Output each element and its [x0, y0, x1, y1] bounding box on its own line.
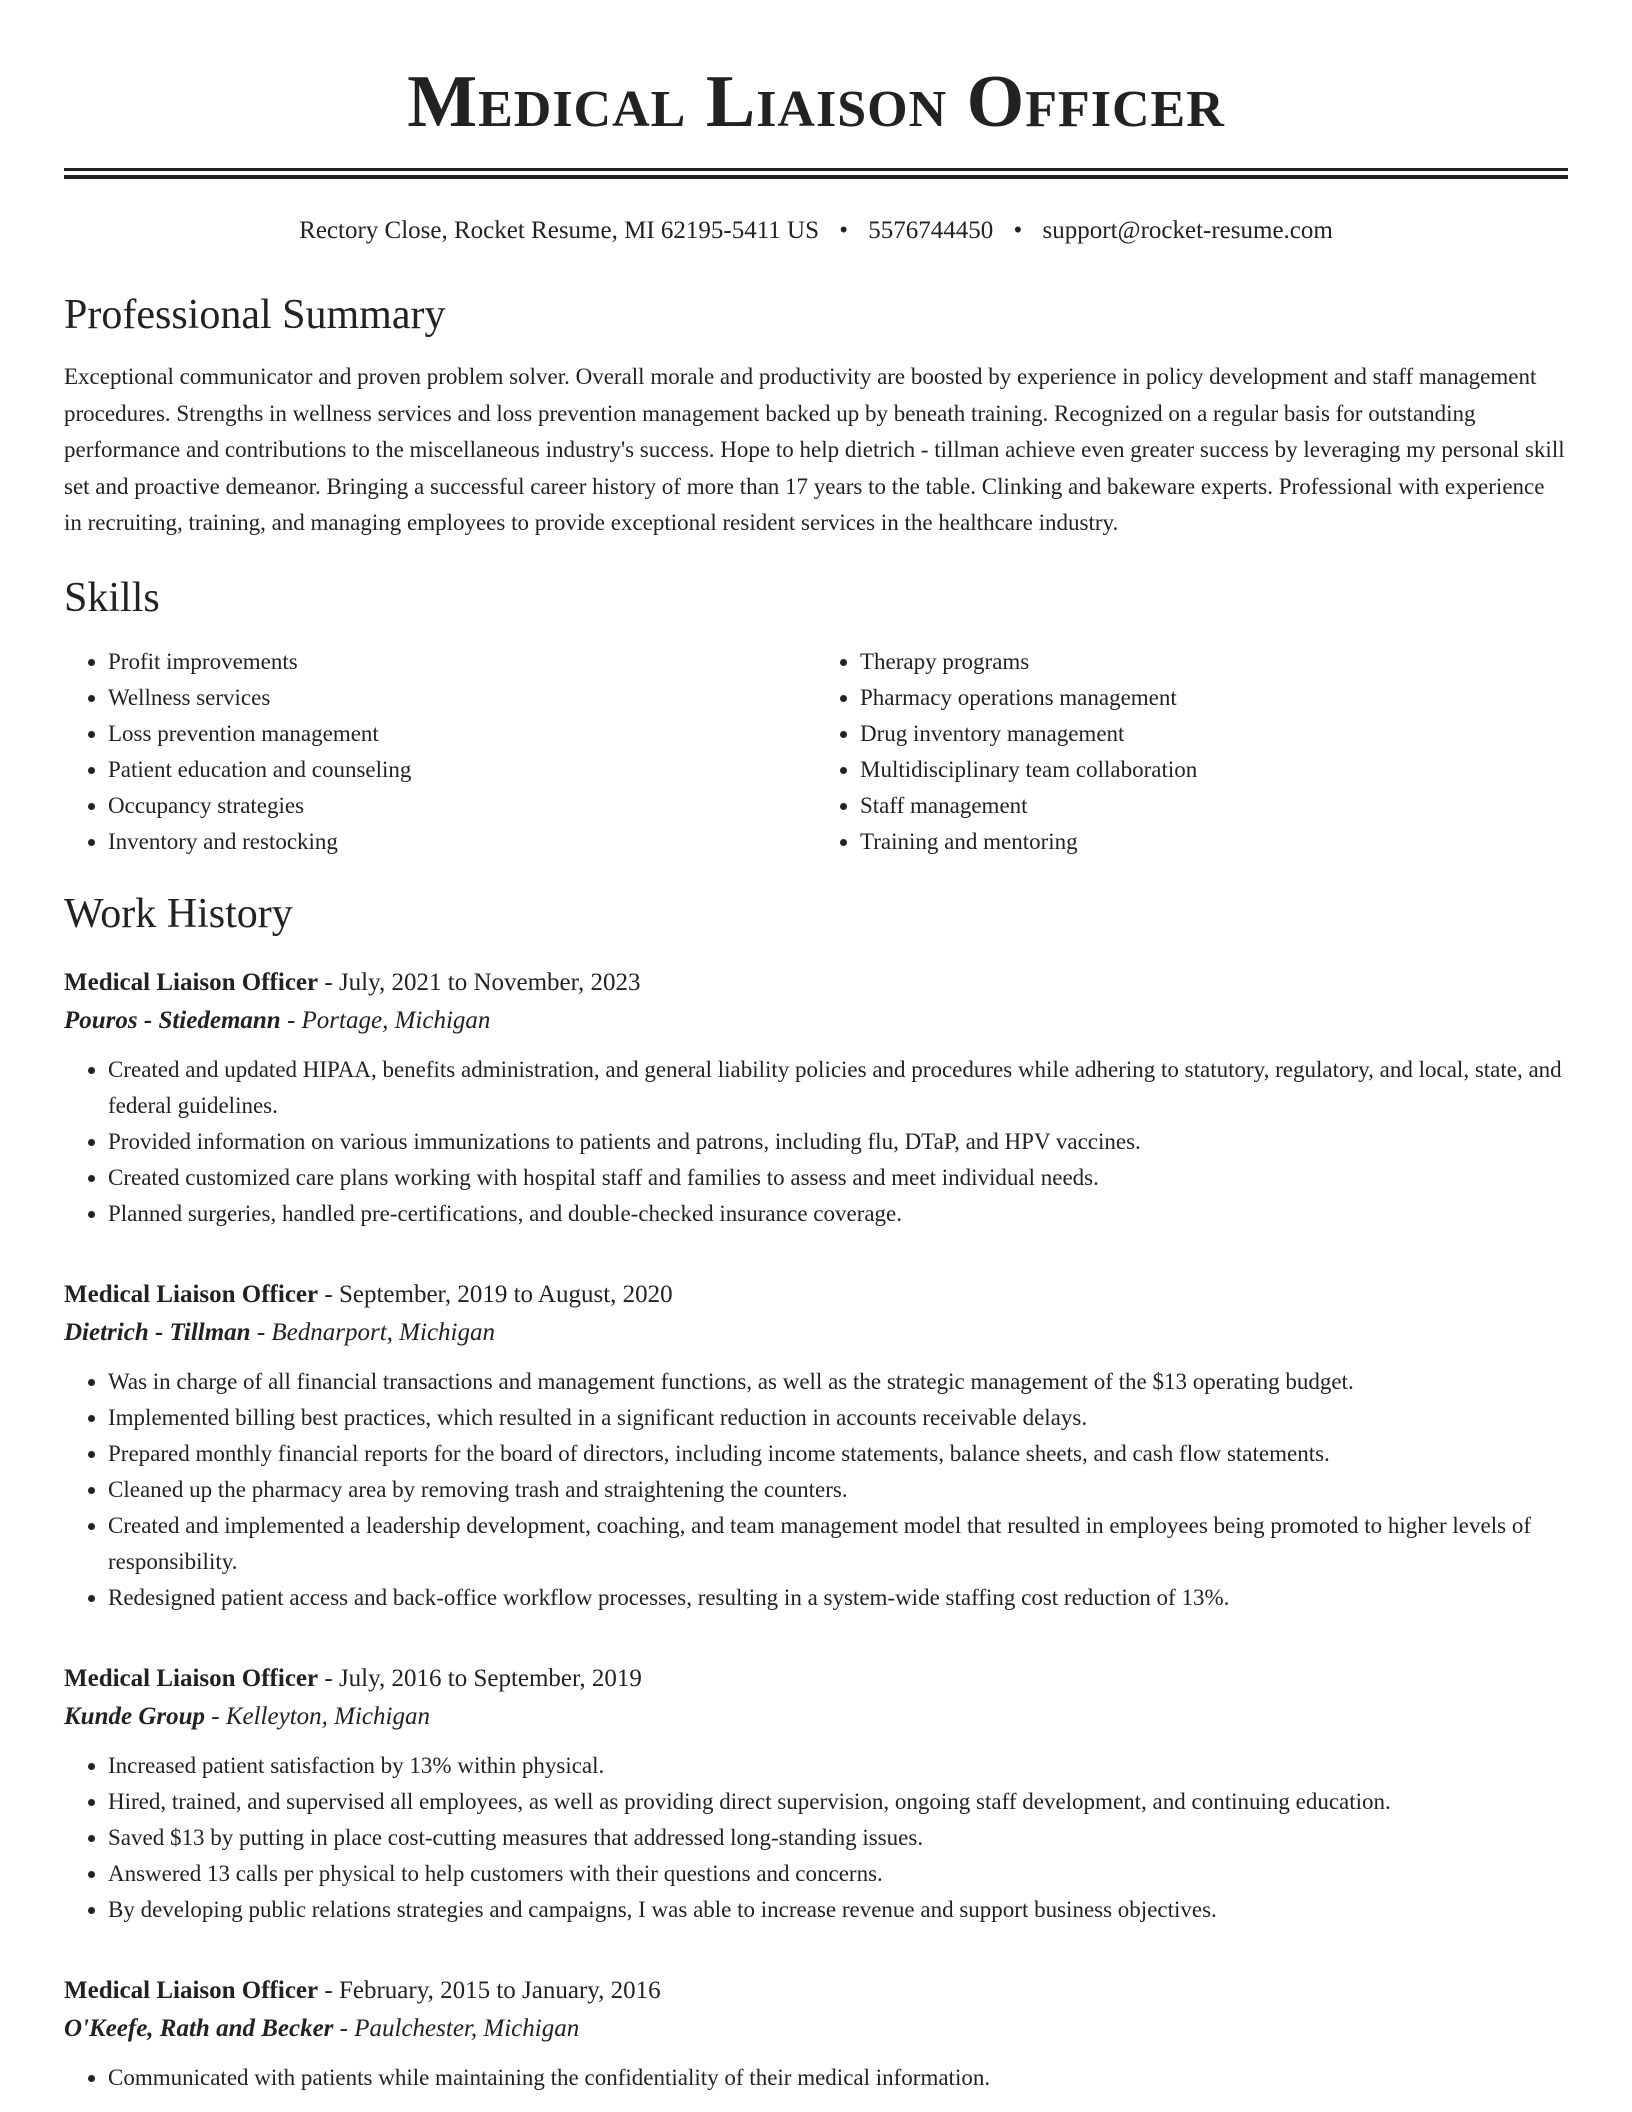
- job-dates: - July, 2021 to November, 2023: [318, 968, 641, 996]
- job-bullet: • Planned surgeries, handled pre-certifications, and double-checked insurance coverage.: [108, 1196, 1568, 1232]
- employer-line: [64, 2010, 1568, 2048]
- job-bullet: • Provided information on various immunizations to patients and patrons, including flu, DTaP, and HPV vaccines.: [108, 1124, 1568, 1160]
- contact-separator: •: [839, 217, 849, 244]
- job-entry: [64, 1276, 1568, 1616]
- employer-name: Pouros - Stiedemann: [64, 1006, 281, 1034]
- employer-line: [64, 1314, 1568, 1352]
- job-title: Medical Liaison Officer: [64, 968, 319, 996]
- skill-item: • Training and mentoring: [860, 824, 1568, 860]
- skill-item: • Profit improvements: [108, 644, 816, 680]
- job-title: Medical Liaison Officer: [64, 1664, 319, 1692]
- contact-line: [64, 215, 1568, 247]
- skills-heading: Skills: [64, 574, 160, 621]
- skills-list: [64, 644, 1568, 860]
- contact-email: support@rocket-resume.com: [1042, 217, 1333, 244]
- employer-name: O'Keefe, Rath and Becker: [64, 2014, 334, 2042]
- skills-column-left: [64, 644, 816, 860]
- contact-address: Rectory Close, Rocket Resume, MI 62195-5411 US: [299, 217, 820, 244]
- skill-item: • Occupancy strategies: [108, 788, 816, 824]
- work-history-heading: Work History: [64, 890, 293, 937]
- skill-item: • Drug inventory management: [860, 716, 1568, 752]
- job-bullet: • Increased patient satisfaction by 13% within physical.: [108, 1748, 1568, 1784]
- job-title: Medical Liaison Officer: [64, 1280, 319, 1308]
- job-bullets: [64, 2060, 1568, 2096]
- summary-heading: Professional Summary: [64, 292, 446, 338]
- skill-item: • Patient education and counseling: [108, 752, 816, 788]
- job-title-line: [64, 1972, 1568, 2010]
- job-bullet: • Created and updated HIPAA, benefits administration, and general liability policies and procedures while adhering to statutory, regulatory, and local, state, and federal guidelines.: [108, 1052, 1568, 1124]
- job-bullet: • By developing public relations strategies and campaigns, I was able to increase revenue and support business objectives.: [108, 1892, 1568, 1928]
- skill-item: • Loss prevention management: [108, 716, 816, 752]
- skill-item: • Inventory and restocking: [108, 824, 816, 860]
- job-bullet: • Created and implemented a leadership development, coaching, and team management model that resulted in employees being promoted to higher levels of responsibility.: [108, 1508, 1568, 1580]
- job-entry: [64, 1972, 1568, 2096]
- job-bullet: • Implemented billing best practices, which resulted in a significant reduction in accounts receivable delays.: [108, 1400, 1568, 1436]
- skill-item: • Wellness services: [108, 680, 816, 716]
- job-bullets: [64, 1364, 1568, 1616]
- job-title-line: [64, 1660, 1568, 1698]
- job-location: - Portage, Michigan: [280, 1006, 491, 1034]
- job-bullets: [64, 1748, 1568, 1928]
- job-dates: - September, 2019 to August, 2020: [318, 1280, 673, 1308]
- employer-line: [64, 1002, 1568, 1040]
- job-title-line: [64, 1276, 1568, 1314]
- job-bullet: • Saved $13 by putting in place cost-cutting measures that addressed long-standing issues.: [108, 1820, 1568, 1856]
- skill-item: • Pharmacy operations management: [860, 680, 1568, 716]
- employer-line: [64, 1698, 1568, 1736]
- job-location: - Paulchester, Michigan: [333, 2014, 580, 2042]
- skills-column-right: [816, 644, 1568, 860]
- job-bullet: • Redesigned patient access and back-office workflow processes, resulting in a system-wide staffing cost reduction of 13%.: [108, 1580, 1568, 1616]
- job-bullet: • Answered 13 calls per physical to help customers with their questions and concerns.: [108, 1856, 1568, 1892]
- job-dates: - July, 2016 to September, 2019: [318, 1664, 642, 1692]
- contact-phone: 5576744450: [868, 217, 994, 244]
- job-bullet: • Hired, trained, and supervised all employees, as well as providing direct supervision, ongoing staff development, and continuing education.: [108, 1784, 1568, 1820]
- job-bullet: • Cleaned up the pharmacy area by removing trash and straightening the counters.: [108, 1472, 1568, 1508]
- job-title: Medical Liaison Officer: [64, 1976, 319, 2004]
- summary-text: Exceptional communicator and proven problem solver. Overall morale and productivity are boosted by experience in policy development and staff management procedures. Strengths in wellness services and loss prevention management backed up by beneath training. Recognized on a regular basis for outstanding performance and contributions to the miscellaneous industry's success. Hope to help dietrich - tillman achieve even greater success by leveraging my personal skill set and proactive demeanor. Bringing a successful career history of more than 17 years to the table. Clinking and bakeware experts. Professional with experience in recruiting, training, and managing employees to provide exceptional resident services in the healthcare industry.: [64, 364, 1565, 535]
- skill-item: • Therapy programs: [860, 644, 1568, 680]
- job-entry: [64, 964, 1568, 1232]
- employer-name: Kunde Group: [64, 1702, 206, 1730]
- job-bullet: • Communicated with patients while maintaining the confidentiality of their medical information.: [108, 2060, 1568, 2096]
- skill-item: • Staff management: [860, 788, 1568, 824]
- job-title-line: [64, 964, 1568, 1002]
- job-location: - Kelleyton, Michigan: [205, 1702, 430, 1730]
- job-bullet: • Was in charge of all financial transactions and management functions, as well as the strategic management of the $13 operating budget.: [108, 1364, 1568, 1400]
- contact-separator: •: [1013, 217, 1023, 244]
- job-bullets: [64, 1052, 1568, 1232]
- job-bullet: • Created customized care plans working with hospital staff and families to assess and meet individual needs.: [108, 1160, 1568, 1196]
- job-entry: [64, 1660, 1568, 1928]
- skill-item: • Multidisciplinary team collaboration: [860, 752, 1568, 788]
- title-divider: [64, 168, 1568, 179]
- job-dates: - February, 2015 to January, 2016: [318, 1976, 661, 2004]
- job-location: - Bednarport, Michigan: [250, 1318, 495, 1346]
- job-bullet: • Prepared monthly financial reports for the board of directors, including income statements, balance sheets, and cash flow statements.: [108, 1436, 1568, 1472]
- resume-title: Medical Liaison Officer: [407, 61, 1225, 143]
- employer-name: Dietrich - Tillman: [64, 1318, 251, 1346]
